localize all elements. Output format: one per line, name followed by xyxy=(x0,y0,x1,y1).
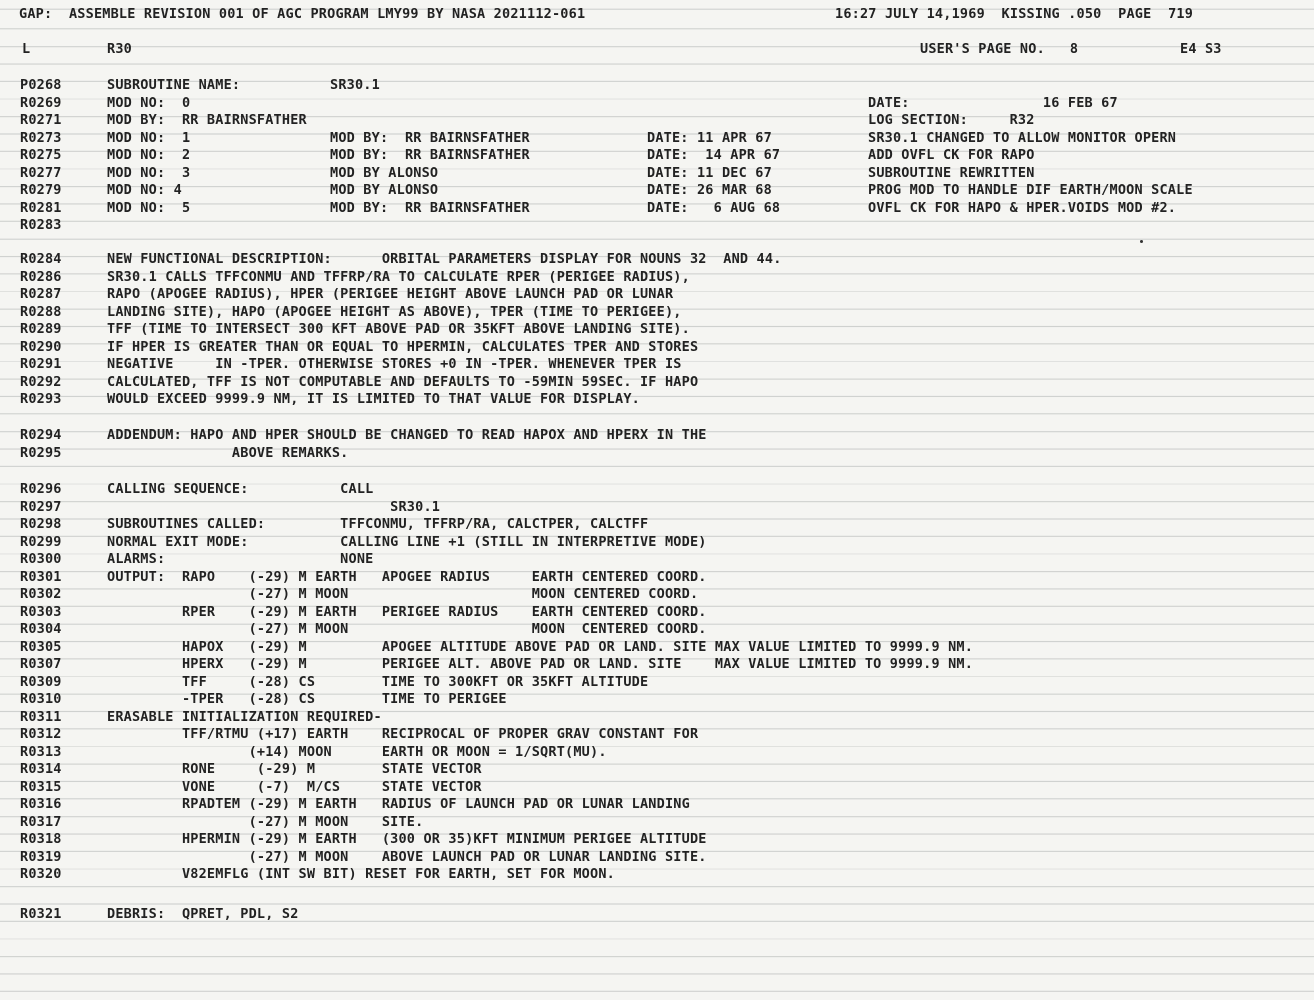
mod-author: MOD BY: RR BAIRNSFATHER xyxy=(330,199,530,216)
mod-note: ADD OVFL CK FOR RAPO xyxy=(868,147,1035,163)
line-number: R0298 xyxy=(20,516,62,532)
line-number: R0289 xyxy=(20,321,62,337)
interface-line: HAPOX (-29) M APOGEE ALTITUDE ABOVE PAD OR LAND. SITE MAX VALUE LIMITED TO 9999.9 NM. xyxy=(107,638,974,655)
line-number: R0290 xyxy=(20,338,62,355)
line-number: R0302 xyxy=(20,586,62,602)
interface-line: TFF/RTMU (+17) EARTH RECIPROCAL OF PROPER GRAV CONSTANT FOR xyxy=(107,726,699,742)
interface-line: NORMAL EXIT MODE: CALLING LINE +1 (STILL IN INTERPRETIVE MODE) xyxy=(107,533,707,550)
interface-line: RONE (-29) M STATE VECTOR xyxy=(107,761,482,777)
debris-line: DEBRIS: QPRET, PDL, S2 xyxy=(107,906,299,922)
line-number: R0283 xyxy=(20,217,62,233)
line-number: R0312 xyxy=(20,726,62,742)
description-line: NEGATIVE IN -TPER. OTHERWISE STORES +0 IN -TPER. WHENEVER TPER IS xyxy=(107,356,682,372)
creation-date: DATE: 16 FEB 67 xyxy=(868,94,1118,111)
interface-line: OUTPUT: RAPO (-29) M EARTH APOGEE RADIUS EARTH CENTERED COORD. xyxy=(107,568,707,585)
mod-field: MOD NO: 1 xyxy=(107,129,191,146)
mod-author: MOD BY ALONSO xyxy=(330,182,439,198)
line-number: R0310 xyxy=(20,691,62,707)
description-line: IF HPER IS GREATER THAN OR EQUAL TO HPERMIN, CALCULATES TPER AND STORES xyxy=(107,338,699,355)
line-number: R0304 xyxy=(20,621,62,637)
interface-line: (-27) M MOON MOON CENTERED COORD. xyxy=(107,621,707,637)
header-section-code: R30 xyxy=(107,41,132,57)
mod-date: DATE: 6 AUG 68 xyxy=(647,199,781,216)
line-number: R0299 xyxy=(20,533,62,550)
description-line: TFF (TIME TO INTERSECT 300 KFT ABOVE PAD OR 35KFT ABOVE LANDING SITE). xyxy=(107,321,690,337)
line-number: P0268 xyxy=(20,77,62,93)
interface-line: RPER (-29) M EARTH PERIGEE RADIUS EARTH CENTERED COORD. xyxy=(107,603,707,620)
interface-line: CALLING SEQUENCE: CALL xyxy=(107,481,374,497)
line-number: R0318 xyxy=(20,831,62,847)
mod-note: SR30.1 CHANGED TO ALLOW MONITOR OPERN xyxy=(868,129,1177,146)
line-number: R0269 xyxy=(20,94,62,111)
line-number: R0316 xyxy=(20,796,62,812)
line-number: R0320 xyxy=(20,866,62,882)
interface-line: SUBROUTINES CALLED: TFFCONMU, TFFRP/RA, CALCTPER, CALCTFF xyxy=(107,516,649,532)
interface-line: (+14) MOON EARTH OR MOON = 1/SQRT(MU). xyxy=(107,743,607,760)
mod-note: PROG MOD TO HANDLE DIF EARTH/MOON SCALE xyxy=(868,182,1193,198)
description-line: RAPO (APOGEE RADIUS), HPER (PERIGEE HEIGHT ABOVE LAUNCH PAD OR LUNAR xyxy=(107,286,674,302)
mod-field: MOD NO: 4 xyxy=(107,182,182,198)
line-number: R0301 xyxy=(20,568,62,585)
mod-field: SUBROUTINE NAME: xyxy=(107,77,241,93)
interface-line: HPERX (-29) M PERIGEE ALT. ABOVE PAD OR LAND. SITE MAX VALUE LIMITED TO 9999.9 NM. xyxy=(107,656,974,672)
description-line: NEW FUNCTIONAL DESCRIPTION: ORBITAL PARAMETERS DISPLAY FOR NOUNS 32 AND 44. xyxy=(107,251,782,267)
interface-line: HPERMIN (-29) M EARTH (300 OR 35)KFT MINIMUM PERIGEE ALTITUDE xyxy=(107,831,707,847)
description-line: CALCULATED, TFF IS NOT COMPUTABLE AND DEFAULTS TO -59MIN 59SEC. IF HAPO xyxy=(107,373,699,390)
log-section: LOG SECTION: R32 xyxy=(868,112,1035,128)
mod-date: DATE: 11 DEC 67 xyxy=(647,164,772,181)
interface-line: ALARMS: NONE xyxy=(107,551,374,567)
line-number: R0291 xyxy=(20,356,62,372)
line-number: R0295 xyxy=(20,444,62,461)
line-number: R0273 xyxy=(20,129,62,146)
line-number: R0293 xyxy=(20,391,62,407)
interface-line: VONE (-7) M/CS STATE VECTOR xyxy=(107,778,482,795)
mod-field: MOD NO: 0 xyxy=(107,94,191,111)
mod-date: DATE: 14 APR 67 xyxy=(647,147,781,163)
header-listing-flag: L xyxy=(22,41,31,57)
page-reference: E4 S3 xyxy=(1180,41,1222,57)
mod-author: MOD BY: RR BAIRNSFATHER xyxy=(330,147,530,163)
line-number: R0314 xyxy=(20,761,62,777)
line-number: R0300 xyxy=(20,551,62,567)
ink-speck xyxy=(1140,240,1143,243)
interface-line: (-27) M MOON MOON CENTERED COORD. xyxy=(107,586,699,602)
description-line: SR30.1 CALLS TFFCONMU AND TFFRP/RA TO CALCULATE RPER (PERIGEE RADIUS), xyxy=(107,268,690,285)
mod-field: MOD NO: 2 xyxy=(107,147,191,163)
line-number: R0292 xyxy=(20,373,62,390)
mod-date: DATE: 26 MAR 68 xyxy=(647,182,772,198)
line-number: R0317 xyxy=(20,813,62,830)
line-number: R0287 xyxy=(20,286,62,302)
line-number: R0271 xyxy=(20,112,62,128)
line-number: R0279 xyxy=(20,182,62,198)
mod-field: MOD NO: 3 xyxy=(107,164,191,181)
mod-author: MOD BY ALONSO xyxy=(330,164,439,181)
interface-line: (-27) M MOON SITE. xyxy=(107,813,424,830)
line-number: R0284 xyxy=(20,251,62,267)
addendum-line: ADDENDUM: HAPO AND HPER SHOULD BE CHANGED TO READ HAPOX AND HPERX IN THE xyxy=(107,427,707,443)
description-line: LANDING SITE), HAPO (APOGEE HEIGHT AS ABOVE), TPER (TIME TO PERIGEE), xyxy=(107,303,682,320)
line-number: R0288 xyxy=(20,303,62,320)
mod-field: MOD BY: RR BAIRNSFATHER xyxy=(107,112,307,128)
users-page-number: USER'S PAGE NO. 8 xyxy=(920,41,1079,57)
line-number: R0297 xyxy=(20,498,62,515)
line-number: R0277 xyxy=(20,164,62,181)
line-number: R0313 xyxy=(20,743,62,760)
line-number: R0321 xyxy=(20,906,62,922)
header-title: GAP: ASSEMBLE REVISION 001 OF AGC PROGRAM LMY99 BY NASA 2021112-061 xyxy=(19,6,586,22)
line-number: R0286 xyxy=(20,268,62,285)
mod-author: MOD BY: RR BAIRNSFATHER xyxy=(330,129,530,146)
mod-field: MOD NO: 5 xyxy=(107,199,191,216)
line-number: R0303 xyxy=(20,603,62,620)
line-number: R0305 xyxy=(20,638,62,655)
description-line: WOULD EXCEED 9999.9 NM, IT IS LIMITED TO THAT VALUE FOR DISPLAY. xyxy=(107,391,640,407)
line-number: R0307 xyxy=(20,656,62,672)
line-number: R0281 xyxy=(20,199,62,216)
subroutine-name: SR30.1 xyxy=(330,77,380,93)
interface-line: V82EMFLG (INT SW BIT) RESET FOR EARTH, SET FOR MOON. xyxy=(107,866,615,882)
line-number: R0315 xyxy=(20,778,62,795)
line-number: R0319 xyxy=(20,848,62,865)
interface-line: -TPER (-28) CS TIME TO PERIGEE xyxy=(107,691,507,707)
line-number: R0309 xyxy=(20,673,62,690)
interface-line: SR30.1 xyxy=(107,498,441,515)
interface-line: (-27) M MOON ABOVE LAUNCH PAD OR LUNAR LANDING SITE. xyxy=(107,848,707,865)
mod-note: SUBROUTINE REWRITTEN xyxy=(868,164,1035,181)
line-number: R0296 xyxy=(20,481,62,497)
addendum-line: ABOVE REMARKS. xyxy=(107,444,349,461)
interface-line: RPADTEM (-29) M EARTH RADIUS OF LAUNCH PAD OR LUNAR LANDING xyxy=(107,796,690,812)
line-number: R0311 xyxy=(20,708,62,725)
header-timestamp: 16:27 JULY 14,1969 KISSING .050 PAGE 719 xyxy=(835,6,1194,22)
interface-line: TFF (-28) CS TIME TO 300KFT OR 35KFT ALTITUDE xyxy=(107,673,649,690)
line-number: R0294 xyxy=(20,427,62,443)
mod-date: DATE: 11 APR 67 xyxy=(647,129,772,146)
line-number: R0275 xyxy=(20,147,62,163)
mod-note: OVFL CK FOR HAPO & HPER.VOIDS MOD #2. xyxy=(868,199,1177,216)
interface-line: ERASABLE INITIALIZATION REQUIRED- xyxy=(107,708,382,725)
